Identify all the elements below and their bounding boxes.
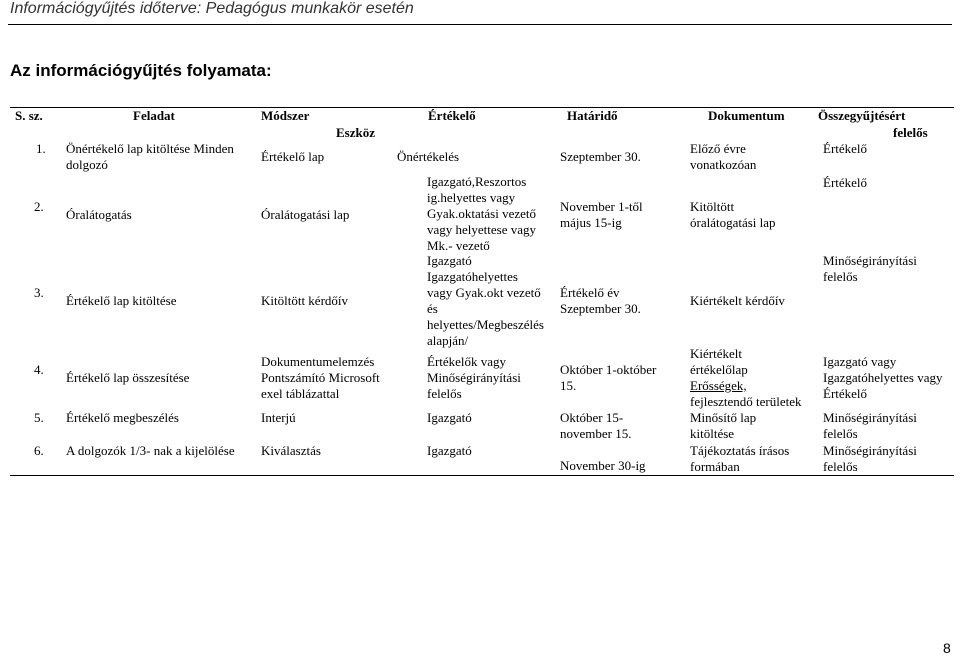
row-deadline-cont: november 15. bbox=[560, 426, 632, 441]
header-task: Feladat bbox=[133, 108, 175, 123]
row-evaluator-cont: Mk.- vezető bbox=[427, 238, 490, 253]
row-deadline-cont: 15. bbox=[560, 378, 577, 393]
header-document: Dokumentum bbox=[708, 108, 785, 123]
row-task: Értékelő lap összesítése bbox=[66, 370, 190, 385]
row-responsible: Értékelő bbox=[823, 175, 868, 190]
row-tool-cont: Pontszámító Microsoft bbox=[261, 370, 380, 385]
row-task: A dolgozók 1/3- nak a kijelölése bbox=[66, 443, 235, 458]
row-evaluator-cont: vagy helyettese vagy bbox=[427, 222, 537, 237]
row-evaluator: Igazgató,Reszortos bbox=[427, 174, 527, 189]
row-document-cont: értékelőlap bbox=[690, 362, 748, 377]
row-number: 1. bbox=[36, 141, 46, 156]
header-tool: Eszköz bbox=[336, 125, 375, 140]
row-document-cont: formában bbox=[690, 459, 740, 474]
row-tool: Interjú bbox=[261, 410, 296, 425]
row-document: Kiértékelt kérdőív bbox=[690, 293, 785, 308]
row-tool: Kitöltött kérdőív bbox=[261, 293, 349, 308]
row-task: Értékelő megbeszélés bbox=[66, 410, 179, 425]
row-responsible: Minőségirányítási bbox=[823, 410, 917, 425]
row-evaluator-cont: vagy Gyak.okt vezető bbox=[427, 285, 541, 300]
row-number: 4. bbox=[34, 362, 44, 377]
row-responsible: Igazgató vagy bbox=[823, 354, 897, 369]
row-task: Önértékelő lap kitöltése Minden bbox=[66, 141, 234, 156]
row-task: Óralátogatás bbox=[66, 207, 132, 222]
row-evaluator: Igazgató bbox=[427, 410, 472, 425]
section-title: Az információgyűjtés folyamata: bbox=[10, 61, 272, 80]
header-responsible-2: felelős bbox=[893, 125, 928, 140]
row-number: 5. bbox=[34, 410, 44, 425]
row-document-cont: óralátogatási lap bbox=[690, 215, 776, 230]
row-document-cont: kitöltése bbox=[690, 426, 735, 441]
header-responsible: Összegyűjtésért bbox=[818, 108, 906, 123]
row-number: 3. bbox=[34, 285, 44, 300]
row-number: 6. bbox=[34, 443, 44, 458]
row-tool: Kiválasztás bbox=[261, 443, 321, 458]
row-evaluator-cont: és bbox=[427, 301, 438, 316]
header-evaluator: Értékelő bbox=[428, 108, 476, 123]
row-responsible-cont: felelős bbox=[823, 269, 858, 284]
header-deadline: Határidő bbox=[567, 108, 618, 123]
row-tool: Dokumentumelemzés bbox=[261, 354, 375, 369]
row-evaluator-cont: ig.helyettes vagy bbox=[427, 190, 516, 205]
row-tool-cont: exel táblázattal bbox=[261, 386, 340, 401]
row-responsible-cont: Igazgatóhelyettes vagy bbox=[823, 370, 943, 385]
row-deadline: November 1-től bbox=[560, 199, 643, 214]
row-responsible: Értékelő bbox=[823, 141, 868, 156]
header-method: Módszer bbox=[261, 108, 310, 123]
row-evaluator: Igazgató bbox=[427, 443, 472, 458]
row-document: Minősítő lap bbox=[690, 410, 757, 425]
header-num: S. sz. bbox=[15, 108, 43, 123]
row-deadline-cont: Szeptember 30. bbox=[560, 301, 641, 316]
row-evaluator-cont: Minőségirányítási bbox=[427, 370, 521, 385]
row-document: Tájékoztatás írásos bbox=[690, 443, 790, 458]
row-deadline: Október 15- bbox=[560, 410, 624, 425]
header-divider bbox=[8, 24, 952, 25]
row-document: Kiértékelt bbox=[690, 346, 742, 361]
row-evaluator-cont: Gyak.oktatási vezető bbox=[427, 206, 537, 221]
row-document-cont: Erősségek, bbox=[690, 378, 747, 393]
row-deadline-cont: május 15-ig bbox=[560, 215, 622, 230]
row-number: 2. bbox=[34, 199, 44, 214]
row-evaluator-cont: Igazgatóhelyettes bbox=[427, 269, 518, 284]
row-responsible-cont: Értékelő bbox=[823, 386, 868, 401]
row-tool: Értékelő lap bbox=[261, 149, 325, 164]
page-number: 8 bbox=[943, 640, 951, 656]
row-document-cont: vonatkozóan bbox=[690, 157, 757, 172]
row-document-cont: fejlesztendő területek bbox=[690, 394, 802, 409]
row-deadline: Értékelő év bbox=[560, 285, 620, 300]
row-evaluator-cont: helyettes/Megbeszélés bbox=[427, 317, 544, 332]
row-evaluator: Igazgató bbox=[427, 253, 472, 268]
row-responsible: Minőségirányítási bbox=[823, 443, 917, 458]
row-document: Kitöltött bbox=[690, 199, 735, 214]
row-evaluator: Önértékelés bbox=[397, 149, 460, 164]
row-deadline: November 30-ig bbox=[560, 458, 646, 473]
row-task-cont: dolgozó bbox=[66, 157, 108, 172]
row-responsible-cont: felelős bbox=[823, 459, 858, 474]
row-task: Értékelő lap kitöltése bbox=[66, 293, 177, 308]
row-responsible: Minőségirányítási bbox=[823, 253, 917, 268]
row-responsible-cont: felelős bbox=[823, 426, 858, 441]
row-evaluator: Értékelők vagy bbox=[427, 354, 507, 369]
row-document: Előző évre bbox=[690, 141, 746, 156]
row-deadline: Szeptember 30. bbox=[560, 149, 641, 164]
row-evaluator-cont: alapján/ bbox=[427, 333, 469, 348]
table-top-rule bbox=[10, 107, 954, 108]
page-header-title: Információgyűjtés időterve: Pedagógus munkakör esetén bbox=[10, 0, 414, 17]
row-deadline: Október 1-október bbox=[560, 362, 657, 377]
row-evaluator-cont: felelős bbox=[427, 386, 462, 401]
table-bottom-rule bbox=[10, 475, 954, 476]
row-tool: Óralátogatási lap bbox=[261, 207, 350, 222]
